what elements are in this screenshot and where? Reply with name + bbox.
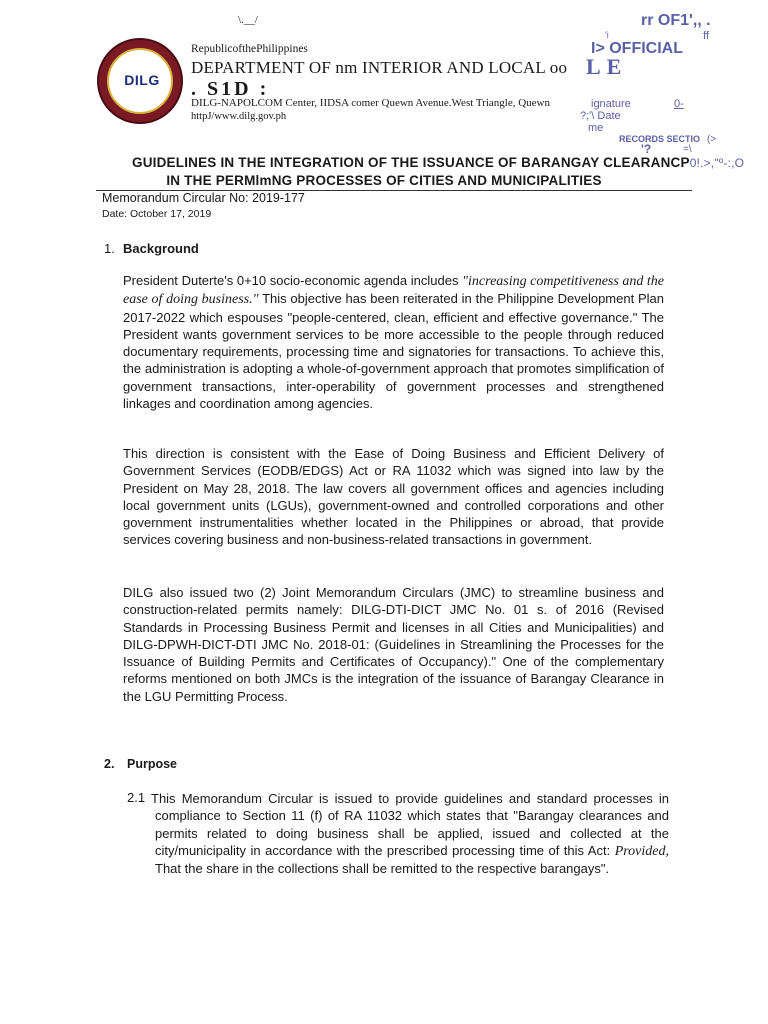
purpose-item-end: That the share in the collections shall be remitted to the respective barangays".	[155, 861, 610, 877]
stamp-le: LE	[586, 54, 628, 79]
stamp-date: ?;'\ Date	[580, 110, 621, 122]
title-line-1-text: GUIDELINES IN THE INTEGRATION OF THE ISSUANCE OF BARANGAY CLEARANCP	[132, 155, 690, 170]
section-1-heading: Background	[123, 241, 199, 256]
department-name: DEPARTMENT OF nm INTERIOR AND LOCAL oo	[191, 58, 568, 77]
title-line-2: IN THE PERMlmNG PROCESSES OF CITIES AND MUNICIPALITIES	[166, 173, 602, 188]
stamp-tiny-1: 'i	[605, 30, 609, 40]
purpose-item-start: This Memorandum Circular is issued to provide guidelines and standard processes in compliance to Section 11 (f) of RA 11032 which states that "Barangay clearances and permits related to doing business shall be applied, issued and collected at the city/municipality in accordance with the prescribed processing time of this Act:	[151, 791, 669, 858]
stamp-line-1: rr OF1',, .	[641, 12, 711, 29]
background-p1-quote: "increasing competitiveness and the ease of doing business."	[123, 274, 664, 308]
purpose-item-provided: Provided,	[614, 843, 669, 859]
stamp-records: RECORDS SECTIO	[619, 134, 701, 144]
stamp-eq: =\	[683, 144, 692, 155]
background-paragraph-1	[123, 272, 664, 412]
background-paragraph-3: DILG also issued two (2) Joint Memorandum Circulars (JMC) to streamline business and construction-related permits namely: DILG-DTI-DICT JMC No. 01 s. of 2016 (Revised Standards in Processing Business Permit and licenses in all Cities and Municipalities) and DILG-DPWH-DICT-DTI JMC No. 2018-01: (Guidelines in Streamlining the Processes for the Issuance of Building Permits and Certificates of Occupancy)." One of the complementary reforms mentioned on both JMCs is the integration of the issuance of Barangay Clearance in the LGU Permitting Process.	[123, 585, 664, 704]
dilg-logo	[97, 38, 183, 124]
memo-date: Date: October 17, 2019	[102, 208, 212, 220]
background-paragraph-2: This direction is consistent with the Ease of Doing Business and Efficient Delivery of Government Services (EODB/EDGS) Act or RA 11032 which was signed into law by the President on May 28, 2018. The law covers all government offices and agencies including local government units (LGUs), government-owned and controlled corporations and other government instrumentalities whether located in the Philippines or abroad, that provide services covering business and non-business-related transactions in government.	[123, 446, 664, 548]
garbled-seal-text: . S1D :	[191, 78, 270, 100]
stamp-me: me	[588, 122, 604, 134]
background-p1-start: President Duterte's 0+10 socio-economic agenda includes	[123, 273, 463, 288]
republic-line: RepublicofthePhilippines	[191, 43, 308, 55]
title-line-1	[132, 155, 744, 170]
stamp-official: I> OFFICIAL	[591, 40, 683, 57]
logo-text: DILG	[124, 72, 160, 88]
address-line: DILG-NAPOLCOM Center, IIDSA comer Quewn Avenue.West Triangle, Quewn	[191, 97, 550, 109]
stamp-signature: ignature	[591, 98, 631, 110]
title-line-1-suffix: 0!.>,"º-:,O	[689, 156, 745, 170]
section-2-number: 2.	[104, 757, 115, 771]
stamp-tiny-2: ff	[703, 30, 709, 42]
top-mark: \.__/	[238, 14, 258, 26]
purpose-item-number: 2.1	[127, 790, 146, 805]
purpose-item-text	[151, 790, 669, 877]
stamp-zero: 0-	[674, 98, 684, 110]
logo-seal-icon	[107, 48, 173, 114]
memo-number: Memorandum Circular No: 2019-177	[102, 191, 305, 205]
section-1-number: 1.	[104, 241, 115, 256]
stamp-q: '?	[641, 142, 652, 156]
background-p1-rest: This objective has been reiterated in the Philippine Development Plan 2017-2022 which espouses "people-centered, clean, efficient and effective governance." The President wants government services to be more accessible to the people through reduced documentary requirements, processing time and signatories for transactions. To achieve this, the administration is adopting a whole-of-government approach that promotes simplification of government transactions, inter-operability of government processes and strengthened linkages and coordination among agencies.	[123, 291, 665, 412]
stamp-gt: (>	[707, 134, 717, 145]
website-line: httpJ/www.dilg.gov.ph	[191, 111, 287, 122]
section-2-heading: Purpose	[127, 757, 178, 771]
